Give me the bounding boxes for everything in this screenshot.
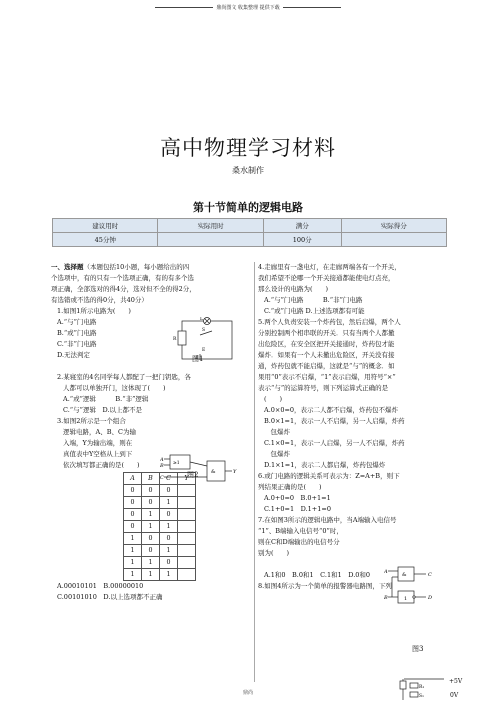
question-line: 真值表中Y空格从上到下 [63, 450, 133, 458]
figure-2-label: 图2 [187, 471, 199, 479]
truth-cell [178, 545, 196, 557]
svg-text:A: A [384, 569, 388, 575]
svg-text:R: R [173, 337, 177, 342]
question-line: 通，炸药包就不能启爆，这就是“与”的概念．如 [258, 362, 395, 370]
question-line: 1.如图1所示电路为( ) [57, 307, 131, 315]
question-text [51, 262, 251, 273]
column-divider [254, 262, 255, 682]
question-line: 依次填写都正确的是( ) [63, 461, 140, 469]
section-title: 第十节简单的逻辑电路 [193, 201, 303, 214]
truth-cell: 1 [142, 569, 160, 581]
truth-cell: 1 [124, 557, 142, 569]
svg-text:1: 1 [404, 596, 408, 602]
spacer-line [258, 559, 383, 570]
truth-cell [178, 533, 196, 545]
question-line: （本题包括10小题，每小题给出的四 [83, 263, 190, 271]
question-line: C.“或”门电路 D.上述选项都有可能 [264, 307, 365, 315]
voltage-top-label: +5V [449, 678, 463, 685]
option-line: C.“与”逻辑 D.以上都不是 [63, 406, 142, 414]
figure-1-circuit [172, 317, 238, 365]
svg-text:B: B [160, 463, 164, 469]
truth-cell [178, 509, 196, 521]
question-line: 6.或门电路的逻辑关系可表示为：Z=A+B，则下 [258, 472, 400, 480]
truth-cell: 1 [142, 509, 160, 521]
svg-text:&: & [211, 469, 216, 475]
option-line: B.“或”门电路 [57, 329, 97, 337]
question-line: 项正确，全部选对的得4分，选对但不全的得2分， [51, 285, 196, 293]
truth-cell: 0 [142, 497, 160, 509]
figure-3-label: 图3 [412, 645, 424, 653]
truth-cell: 1 [160, 497, 178, 509]
svg-text:E: E [202, 348, 206, 353]
question-line: A.0+0=0 B.0+1=1 [264, 494, 331, 502]
question-line: 则在C和D端输出的电信号分 [258, 538, 340, 546]
truth-row [124, 545, 196, 557]
truth-header-cell: A [124, 473, 142, 485]
truth-row [124, 533, 196, 545]
truth-cell: 1 [124, 545, 142, 557]
truth-row [124, 569, 196, 581]
info-label: 实际得分 [341, 219, 446, 233]
question-line: 4.走廊里有一盏电灯，在走廊两端各有一个开关， [258, 263, 401, 271]
info-value: 45分钟 [53, 233, 158, 247]
truth-cell: 0 [160, 533, 178, 545]
question-line: A.“与”门电路 B.“非”门电路 [264, 296, 363, 304]
truth-cell: 1 [142, 521, 160, 533]
question-line: B.0×1=1，表示一人不启爆，另一人启爆，炸药 [264, 417, 405, 425]
option-line: D.无法判定 [57, 351, 91, 359]
question-line: 5.两个人负责安装一个炸药包，然后启爆，两个人 [258, 318, 401, 326]
truth-cell: 1 [124, 533, 142, 545]
info-value [341, 233, 446, 247]
figure-3-logic [384, 564, 444, 608]
info-value-row [53, 233, 447, 247]
question-line: A.0×0=0，表示二人都不启爆，炸药包不爆炸 [264, 406, 399, 414]
question-line: 包爆炸 [264, 428, 290, 436]
truth-cell: 0 [124, 521, 142, 533]
question-line: 分别控制两个相串联的开关．只有当两个人都撤 [258, 329, 395, 337]
question-line: 列结果正确的是( ) [258, 483, 322, 491]
question-line: “1”、B端输入电信号“0”时， [258, 527, 343, 535]
left-column [51, 262, 251, 603]
svg-text:B: B [384, 595, 388, 601]
question-line: 包爆炸 [264, 450, 290, 458]
header-text: 鼎尚图文 收集整理 提供下载 [216, 5, 280, 11]
question-line: 7.在如图3所示的逻辑电路中，当A端输入电信号 [258, 516, 397, 524]
figure-2-logic [160, 453, 240, 487]
truth-cell: 0 [124, 485, 142, 497]
info-label-row [53, 219, 447, 233]
truth-row [124, 521, 196, 533]
truth-cell: 0 [142, 533, 160, 545]
truth-cell: 1 [142, 557, 160, 569]
svg-text:C: C [160, 475, 164, 481]
svg-text:≥1: ≥1 [173, 461, 180, 466]
truth-cell [178, 557, 196, 569]
svg-text:L: L [200, 317, 203, 322]
truth-cell [178, 497, 196, 509]
truth-cell: 1 [160, 545, 178, 557]
question-line: ( ) [264, 395, 283, 403]
truth-row [124, 497, 196, 509]
voltage-bottom-label: 0V [450, 692, 459, 699]
svg-text:&: & [402, 572, 407, 578]
truth-cell: 1 [160, 569, 178, 581]
truth-cell: 0 [142, 545, 160, 557]
info-value: 100分 [263, 233, 341, 247]
svg-text:A: A [160, 457, 164, 463]
option-line: A.“与”门电路 [57, 318, 97, 326]
page-footer: 鼎尚 [242, 690, 253, 696]
doc-title: 高中物理学习材料 [160, 136, 336, 160]
info-table [52, 218, 447, 247]
option-line: A.“或”逻辑 B.“非”逻辑 [63, 395, 149, 403]
question-line: 个选项中，有的只有一个选项正确，有的有多个选 [51, 274, 194, 282]
truth-cell [178, 521, 196, 533]
page-header [0, 4, 496, 11]
svg-text:Y: Y [233, 469, 237, 475]
figure-1-label: 图1 [192, 355, 204, 363]
question-line: 入端，Y为输出端，则在 [63, 439, 133, 447]
svg-text:S₁: S₁ [419, 694, 424, 699]
truth-cell: 0 [124, 509, 142, 521]
truth-header-cell: B [142, 473, 160, 485]
question-line: 表示“与”的运算符号，则下列运算式正确的是 [258, 384, 389, 392]
question-line: 逻辑电路，A、B、C为输 [63, 428, 136, 436]
question-line: 我们希望不论哪一个开关接通都能使电灯点亮， [258, 274, 395, 282]
truth-cell [178, 569, 196, 581]
question-line: D.1×1=1，表示二人都启爆，炸药包爆炸 [264, 461, 386, 469]
question-line: 那么设计的电路为( ) [258, 285, 329, 293]
section-heading: 一、选择题 [51, 263, 84, 271]
truth-cell: 1 [124, 569, 142, 581]
info-label: 建议用时 [53, 219, 158, 233]
question-line: 出危险区，在安全区把开关接通时，炸药包才能 [258, 340, 395, 348]
question-line: C.1×0=1，表示一人启爆，另一人不启爆，炸药 [264, 439, 405, 447]
truth-cell: 0 [160, 557, 178, 569]
question-line: 8.如图4所示为一个简单的报警器电路图，下列 [258, 582, 392, 590]
svg-text:D: D [428, 595, 433, 601]
truth-header-cell: C [160, 473, 178, 485]
svg-text:S: S [202, 328, 206, 333]
question-line: 有选错或不选的得0分，共40分） [51, 296, 148, 304]
option-line: C.00101010 D.以上选项都不正确 [57, 593, 163, 601]
question-line: 果用“0”表示不启爆，“1”表示启爆，用符号“×” [258, 373, 396, 381]
question-line: 人都可以单独开门，这体现了( ) [63, 384, 166, 392]
doc-author: 桑水制作 [232, 166, 264, 175]
svg-text:C: C [428, 572, 432, 578]
info-value [158, 233, 263, 247]
option-line: C.“非”门电路 [57, 340, 97, 348]
question-line: 2.某寝室的4名同学每人都配了一把门钥匙，各 [57, 373, 191, 381]
truth-header-cell: Y [178, 473, 196, 485]
question-line: C.1+0=1 D.1+1=0 [264, 505, 331, 513]
truth-cell: 0 [160, 509, 178, 521]
question-line: 3.如图2所示是一个组合 [57, 417, 126, 425]
truth-row [124, 557, 196, 569]
question-line: 爆炸．如果有一个人未撤出危险区，开关没有接 [258, 351, 395, 359]
truth-cell: 0 [142, 485, 160, 497]
right-column [258, 262, 458, 592]
info-label: 满分 [263, 219, 341, 233]
option-line: A.00010101 B.00000010 [57, 582, 144, 590]
question-line: A.1和0 B.0和1 C.1和1 D.0和0 [264, 571, 371, 579]
question-line: 别为( ) [258, 549, 290, 557]
truth-row [124, 509, 196, 521]
svg-text:R₁: R₁ [419, 685, 425, 690]
info-label: 实际用时 [158, 219, 263, 233]
truth-cell: 0 [124, 497, 142, 509]
truth-table [123, 471, 199, 581]
truth-cell: 1 [160, 521, 178, 533]
truth-cell: 0 [160, 485, 178, 497]
